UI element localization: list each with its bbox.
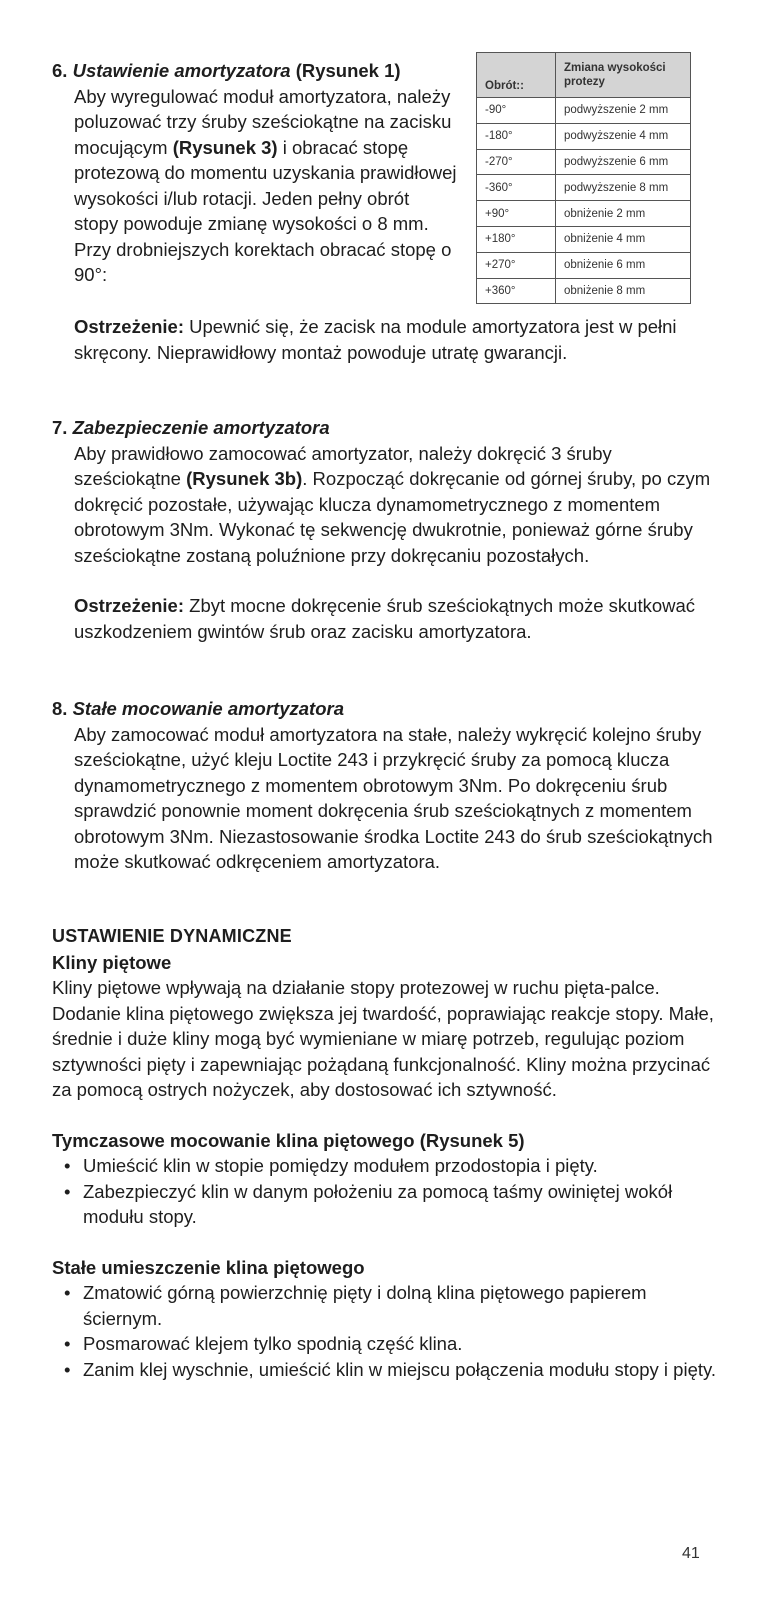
perm-mount-list	[52, 1280, 720, 1382]
rotation-cell: +270°	[477, 252, 556, 278]
height-change-cell: podwyższenie 8 mm	[556, 175, 691, 201]
rotation-header: Obrót::	[477, 53, 556, 98]
table-row	[477, 149, 691, 175]
section-7-number: 7.	[52, 417, 68, 438]
page-number: 41	[682, 1545, 700, 1562]
section-7-body-ref: (Rysunek 3b)	[186, 468, 303, 489]
section-7-body-b: . Rozpocząć dokręcanie od górnej śruby, po czym dokręcić pozostałe, używając klucza dynamometrycznego z momentem obrotowym 3Nm. Wykonać tę sekwencję dwukrotnie, ponieważ górne śruby sześciokątne zostaną poluźnione przy dokręcaniu pozostałych.	[74, 468, 711, 566]
table-row	[477, 201, 691, 227]
perm-mount-title: Stałe umieszczenie klina piętowego	[52, 1256, 365, 1278]
section-7-warning-text: Zbyt mocne dokręcenie śrub sześciokątnych może skutkować uszkodzeniem gwintów śrub oraz zacisku amortyzatora.	[74, 595, 696, 642]
rotation-cell: +360°	[477, 278, 556, 304]
section-8	[52, 696, 722, 875]
height-change-cell: obniżenie 2 mm	[556, 201, 691, 227]
section-7-title: Zabezpieczenie amortyzatora	[72, 417, 330, 438]
table-row	[477, 98, 691, 124]
section-6	[52, 58, 457, 288]
section-7-heading	[52, 415, 712, 441]
height-change-cell: obniżenie 6 mm	[556, 252, 691, 278]
table-row	[477, 123, 691, 149]
section-7-body-a: Aby prawidłowo zamocować amortyzator, należy dokręcić 3 śruby sześciokątne	[74, 442, 612, 489]
table-row	[477, 278, 691, 304]
height-change-cell: obniżenie 8 mm	[556, 278, 691, 304]
section-6-ref: (Rysunek 1)	[295, 60, 401, 81]
rotation-table-body	[477, 98, 691, 304]
dynamic-setup-heading: USTAWIENIE DYNAMICZNE	[52, 926, 292, 946]
rotation-cell: -360°	[477, 175, 556, 201]
list-item: • Zabezpieczyć klin w danym położeniu za pomocą taśmy owiniętej wokół modułu stopy.	[52, 1179, 720, 1230]
temp-mount-list	[52, 1153, 720, 1230]
section-6-body-ref: (Rysunek 3)	[172, 136, 278, 158]
section-6-warning-label: Ostrzeżenie:	[74, 316, 185, 337]
section-7-body	[74, 441, 712, 569]
section-6-number: 6.	[52, 60, 68, 81]
table-row	[477, 226, 691, 252]
heel-wedges-title: Kliny piętowe	[52, 951, 172, 973]
rotation-table-header-row	[477, 53, 691, 98]
section-6-body-a: Aby wyregulować moduł amortyzatora, należy poluzować trzy śruby sześciokątne na zacisku mocującym	[74, 85, 452, 158]
list-item: • Posmarować klejem tylko spodnią część klina.	[52, 1331, 720, 1357]
temp-mount-title: Tymczasowe mocowanie klina piętowego (Rysunek 5)	[52, 1129, 525, 1151]
section-8-body: Aby zamocować moduł amortyzatora na stałe, należy wykręcić kolejno śruby sześciokątne, użyć kleju Loctite 243 i przykręcić śruby za pomocą klucza dynamometrycznego z momentem obrotowym 3Nm. Po dokręceniu śrub sprawdzić ponownie moment dokręcenia śrub sześciokątnych z momentem obrotowym 3Nm. Niezastosowanie środka Loctite 243 do śrub sześciokątnych może skutkować odkręceniem amortyzatora.	[74, 723, 713, 872]
table-row	[477, 175, 691, 201]
list-item: • Zanim klej wyschnie, umieścić klin w miejscu połączenia modułu stopy i pięty.	[52, 1357, 720, 1383]
section-8-number: 8.	[52, 698, 68, 719]
section-6-body	[74, 84, 457, 288]
height-change-cell: podwyższenie 6 mm	[556, 149, 691, 175]
table-row	[477, 252, 691, 278]
height-change-cell: podwyższenie 4 mm	[556, 123, 691, 149]
dynamic-setup	[52, 924, 720, 1382]
rotation-cell: +90°	[477, 201, 556, 227]
height-change-cell: obniżenie 4 mm	[556, 226, 691, 252]
section-8-title: Stałe mocowanie amortyzatora	[72, 698, 344, 719]
section-7-warning-label: Ostrzeżenie:	[74, 595, 185, 616]
rotation-cell: -180°	[477, 123, 556, 149]
section-6-heading	[52, 58, 457, 84]
section-6-warning-text-wrap	[74, 314, 714, 365]
section-7-warning	[74, 593, 712, 644]
section-6-warning-text: Upewnić się, że zacisk na module amortyzatora jest w pełni skręcony. Nieprawidłowy montaż powoduje utratę gwarancji.	[74, 316, 677, 363]
section-7	[52, 415, 712, 644]
list-item: • Umieścić klin w stopie pomiędzy modułem przodostopia i pięty.	[52, 1153, 720, 1179]
section-6-warning	[74, 314, 714, 365]
section-8-heading	[52, 696, 722, 722]
height-change-cell: podwyższenie 2 mm	[556, 98, 691, 124]
rotation-cell: +180°	[477, 226, 556, 252]
section-6-body-b: i obracać stopę protezową do momentu uzyskania prawidłowej wysokości i/lub rotacji. Jeden pełny obrót stopy powoduje zmianę wysokości o 8 mm. Przy drobniejszych korektach obracać stopę o 90°:	[74, 136, 457, 285]
section-6-title: Ustawienie amortyzatora	[72, 60, 291, 81]
rotation-cell: -90°	[477, 98, 556, 124]
rotation-table	[476, 52, 691, 304]
height-change-header: Zmiana wysokości protezy	[556, 53, 691, 98]
heel-wedges-body: Kliny piętowe wpływają na działanie stopy protezowej w ruchu pięta-palce. Dodanie klina piętowego zwiększa jej twardość, poprawiając reakcje stopy. Małe, średnie i duże kliny mogą być wymieniane w miarę potrzeb, regulując poziom sztywności pięty i zapewniając pożądaną funkcjonalność. Kliny można przycinać za pomocą ostrych nożyczek, aby dostosować ich sztywność.	[52, 977, 714, 1100]
list-item: • Zmatowić górną powierzchnię pięty i dolną klina piętowego papierem ściernym.	[52, 1280, 720, 1331]
rotation-cell: -270°	[477, 149, 556, 175]
